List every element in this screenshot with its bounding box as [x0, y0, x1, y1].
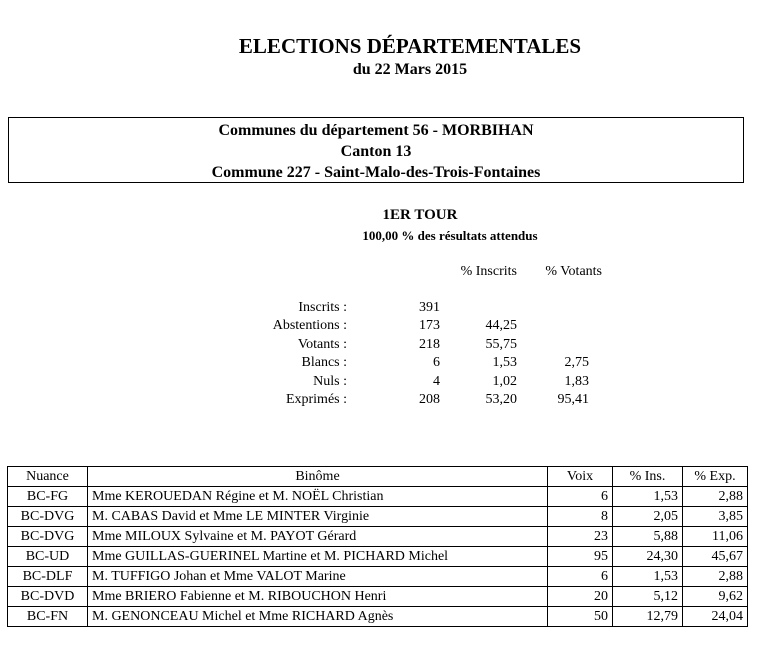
- cell-pct-exp: 9,62: [683, 587, 748, 607]
- stats-value: 391: [419, 300, 440, 315]
- cell-binome: M. CABAS David et Mme LE MINTER Virginie: [88, 507, 548, 527]
- cell-nuance: BC-DLF: [8, 567, 88, 587]
- cell-pct-exp: 45,67: [683, 547, 748, 567]
- round-subtitle: 100,00 % des résultats attendus: [362, 228, 538, 243]
- stats-label: Abstentions :: [272, 318, 347, 333]
- header-pct-ins: % Ins.: [613, 467, 683, 487]
- cell-binome: M. GENONCEAU Michel et Mme RICHARD Agnès: [88, 607, 548, 627]
- stats-label: Inscrits :: [298, 300, 347, 315]
- stats-label: Votants :: [297, 337, 347, 352]
- stats-value: 173: [419, 318, 440, 333]
- table-row: [8, 607, 748, 627]
- round-title: 1ER TOUR: [382, 207, 458, 223]
- stats-pct-votants: 95,41: [557, 392, 589, 407]
- cell-binome: Mme GUILLAS-GUERINEL Martine et M. PICHARD Michel: [88, 547, 548, 567]
- cell-voix: 8: [548, 507, 613, 527]
- cell-nuance: BC-UD: [8, 547, 88, 567]
- cell-nuance: BC-DVG: [8, 507, 88, 527]
- cell-voix: 20: [548, 587, 613, 607]
- results-header-row: [8, 467, 748, 487]
- stats-header-pct-inscrits: % Inscrits: [460, 264, 517, 279]
- results-table: [7, 466, 748, 627]
- stats-pct-inscrits: 55,75: [485, 337, 517, 352]
- cell-pct-exp: 3,85: [683, 507, 748, 527]
- cell-binome: Mme BRIERO Fabienne et M. RIBOUCHON Henri: [88, 587, 548, 607]
- stats-pct-votants: 2,75: [564, 355, 589, 370]
- stats-value: 208: [419, 392, 440, 407]
- header-voix: Voix: [548, 467, 613, 487]
- cell-voix: 6: [548, 487, 613, 507]
- cell-pct-exp: 24,04: [683, 607, 748, 627]
- cell-pct-ins: 1,53: [613, 487, 683, 507]
- stats-pct-inscrits: 44,25: [485, 318, 517, 333]
- cell-voix: 50: [548, 607, 613, 627]
- table-row: [8, 587, 748, 607]
- page-subtitle: du 22 Mars 2015: [352, 61, 468, 78]
- table-row: [8, 567, 748, 587]
- stats-pct-inscrits: 53,20: [485, 392, 517, 407]
- header-nuance: Nuance: [8, 467, 88, 487]
- cell-pct-ins: 1,53: [613, 567, 683, 587]
- cell-binome: M. TUFFIGO Johan et Mme VALOT Marine: [88, 567, 548, 587]
- canton-line: Canton 13: [340, 143, 412, 160]
- cell-pct-ins: 24,30: [613, 547, 683, 567]
- location-box: [8, 117, 744, 183]
- cell-binome: Mme KEROUEDAN Régine et M. NOËL Christian: [88, 487, 548, 507]
- table-row: [8, 547, 748, 567]
- cell-voix: 6: [548, 567, 613, 587]
- commune-line: Commune 227 - Saint-Malo-des-Trois-Fontaines: [211, 164, 541, 181]
- stats-pct-inscrits: 1,02: [492, 374, 517, 389]
- cell-pct-ins: 5,88: [613, 527, 683, 547]
- table-row: [8, 527, 748, 547]
- cell-nuance: BC-DVG: [8, 527, 88, 547]
- table-row: [8, 487, 748, 507]
- page-title: ELECTIONS DÉPARTEMENTALES: [238, 34, 582, 58]
- cell-nuance: BC-FG: [8, 487, 88, 507]
- cell-pct-exp: 2,88: [683, 487, 748, 507]
- stats-label: Blancs :: [301, 355, 347, 370]
- header-pct-exp: % Exp.: [683, 467, 748, 487]
- stats-header-pct-votants: % Votants: [545, 264, 602, 279]
- cell-pct-exp: 2,88: [683, 567, 748, 587]
- cell-voix: 95: [548, 547, 613, 567]
- cell-pct-ins: 2,05: [613, 507, 683, 527]
- cell-pct-ins: 5,12: [613, 587, 683, 607]
- stats-pct-votants: 1,83: [564, 374, 589, 389]
- department-line: Communes du département 56 - MORBIHAN: [218, 122, 534, 139]
- table-row: [8, 507, 748, 527]
- stats-value: 4: [433, 374, 440, 389]
- stats-label: Nuls :: [313, 374, 347, 389]
- stats-label: Exprimés :: [285, 392, 347, 407]
- cell-pct-ins: 12,79: [613, 607, 683, 627]
- stats-value: 218: [419, 337, 440, 352]
- header-binome: Binôme: [88, 467, 548, 487]
- stats-pct-inscrits: 1,53: [492, 355, 517, 370]
- stats-value: 6: [433, 355, 440, 370]
- cell-voix: 23: [548, 527, 613, 547]
- cell-pct-exp: 11,06: [683, 527, 748, 547]
- cell-nuance: BC-FN: [8, 607, 88, 627]
- cell-nuance: BC-DVD: [8, 587, 88, 607]
- cell-binome: Mme MILOUX Sylvaine et M. PAYOT Gérard: [88, 527, 548, 547]
